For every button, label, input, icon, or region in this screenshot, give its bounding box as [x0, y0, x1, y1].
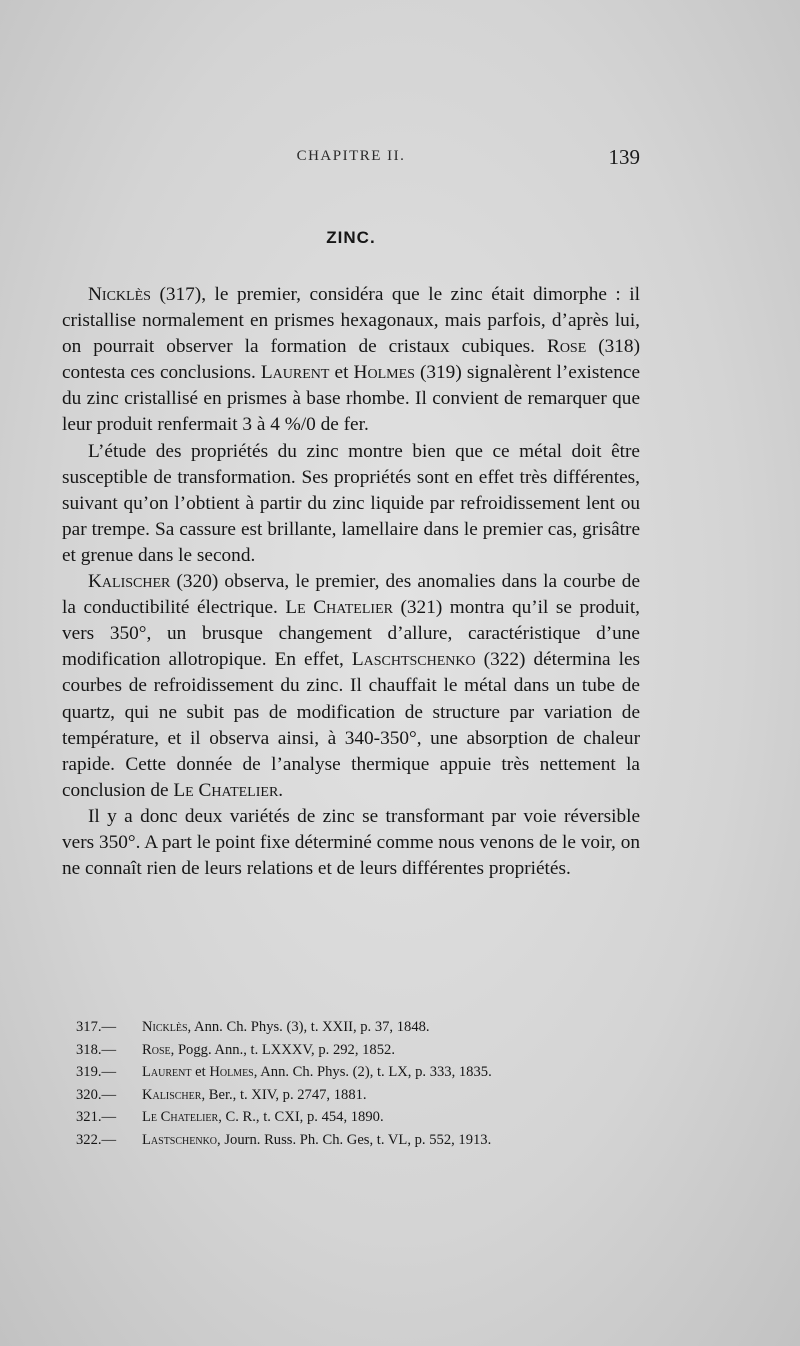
- footnote-author: Le Chatelier: [142, 1109, 219, 1126]
- author-name: Holmes: [353, 362, 415, 384]
- footnote-author: Holmes: [209, 1064, 254, 1081]
- footnote-text: , Ber., t. XIV, p. 2747, 1881.: [201, 1086, 367, 1103]
- author-name: Kalischer: [88, 571, 171, 593]
- footnote-text: , Journ. Russ. Ph. Ch. Ges, t. VL, p. 552, 1913.: [217, 1131, 492, 1148]
- footnote-author: Nicklès: [142, 1019, 188, 1035]
- footnote-number: 317.—: [76, 1019, 117, 1035]
- paragraph-text: (317), le premier, considéra que le zinc était dimorphe : il cristallise normalement en prismes hexagonaux, mais parfois, d’après lui, on pourrait observer la formation de cristaux cubiques.: [62, 284, 640, 358]
- paragraph-text: (322) détermina les courbes de refroidissement du zinc. Il chauffait le métal dans un tube de quartz, qui ne subit pas de modification de structure par variation de température, et il observa ainsi, à 340-350°, une absorption de chaleur rapide. Cette donnée de l’analyse thermique appuie très nettement la conclusion de: [62, 649, 641, 801]
- footnote: [76, 1039, 646, 1062]
- author-name: Laschtschenko: [351, 649, 476, 671]
- paragraph: [62, 282, 640, 439]
- paragraph-text: .: [278, 779, 284, 801]
- footnote-number: 321.—: [76, 1109, 117, 1126]
- paragraph-text: (321) montra qu’il se produit, vers 350°, un brusque changement d’allure, caractéristique d’une modification allotropique. En effet,: [62, 597, 640, 671]
- footnote: [76, 1061, 646, 1084]
- paragraph: [62, 569, 640, 804]
- footnote-author: Rose: [142, 1041, 171, 1058]
- footnote: [76, 1016, 646, 1039]
- paragraph-text: (318) contesta ces conclusions.: [62, 336, 640, 384]
- author-name: Laurent: [260, 362, 330, 384]
- author-name: Le Chatelier: [173, 779, 279, 801]
- paragraph-text: et: [329, 362, 354, 384]
- paragraph: [62, 439, 640, 569]
- paragraph-text: (320) observa, le premier, des anomalies dans la courbe de la conductibilité électrique.: [62, 571, 640, 619]
- footnote-author: Lastschenko: [142, 1131, 218, 1148]
- footnote-number: 322.—: [76, 1131, 117, 1148]
- footnote-text: , C. R., t. CXI, p. 454, 1890.: [218, 1109, 384, 1126]
- footnote-text: et: [191, 1064, 210, 1081]
- author-name: Le Chatelier: [285, 597, 393, 619]
- page-header: [62, 145, 640, 178]
- footnote-number: 319.—: [76, 1064, 117, 1081]
- author-name: Nicklès: [88, 284, 151, 305]
- footnote-number: 320.—: [76, 1086, 117, 1103]
- running-head: CHAPITRE II.: [296, 148, 406, 164]
- body-text: [62, 282, 640, 882]
- footnote-text: , Ann. Ch. Phys. (2), t. LX, p. 333, 1835.: [253, 1064, 492, 1081]
- paragraph: [62, 804, 640, 882]
- paragraph-text: Il y a donc deux variétés de zinc se transformant par voie réversible vers 350°. A part le point fixe déterminé comme nous venons de le voir, on ne connaît rien de leurs relations et de leurs différentes propriétés.: [62, 805, 640, 880]
- footnote-text: , Pogg. Ann., t. LXXXV, p. 292, 1852.: [170, 1041, 395, 1058]
- paragraph-text: (319) signalèrent l’existence du zinc cristallisé en prismes à base rhombe. Il convient de remarquer que leur produit renfermait 3 à 4 %/0 de fer.: [62, 362, 640, 436]
- section-title: ZINC.: [326, 228, 376, 247]
- footnote-author: Kalischer: [142, 1086, 202, 1103]
- footnote-author: Laurent: [142, 1064, 192, 1081]
- footnote-text: , Ann. Ch. Phys. (3), t. XXII, p. 37, 1848.: [187, 1019, 430, 1035]
- footnote: [76, 1084, 646, 1107]
- footnote-number: 318.—: [76, 1041, 117, 1058]
- footnote: [76, 1106, 646, 1129]
- paragraph-text: L’étude des propriétés du zinc montre bien que ce métal doit être susceptible de transformation. Ses propriétés sont en effet très différentes, suivant qu’on l’obtient à partir du zinc liquide par refroidissement lent ou par trempe. Sa cassure est brillante, lamellaire dans le premier cas, grisâtre et grenue dans le second.: [62, 440, 640, 566]
- author-name: Rose: [546, 336, 587, 358]
- page-number: 139: [608, 145, 640, 169]
- footnote: [76, 1129, 646, 1152]
- footnotes: [76, 1016, 646, 1152]
